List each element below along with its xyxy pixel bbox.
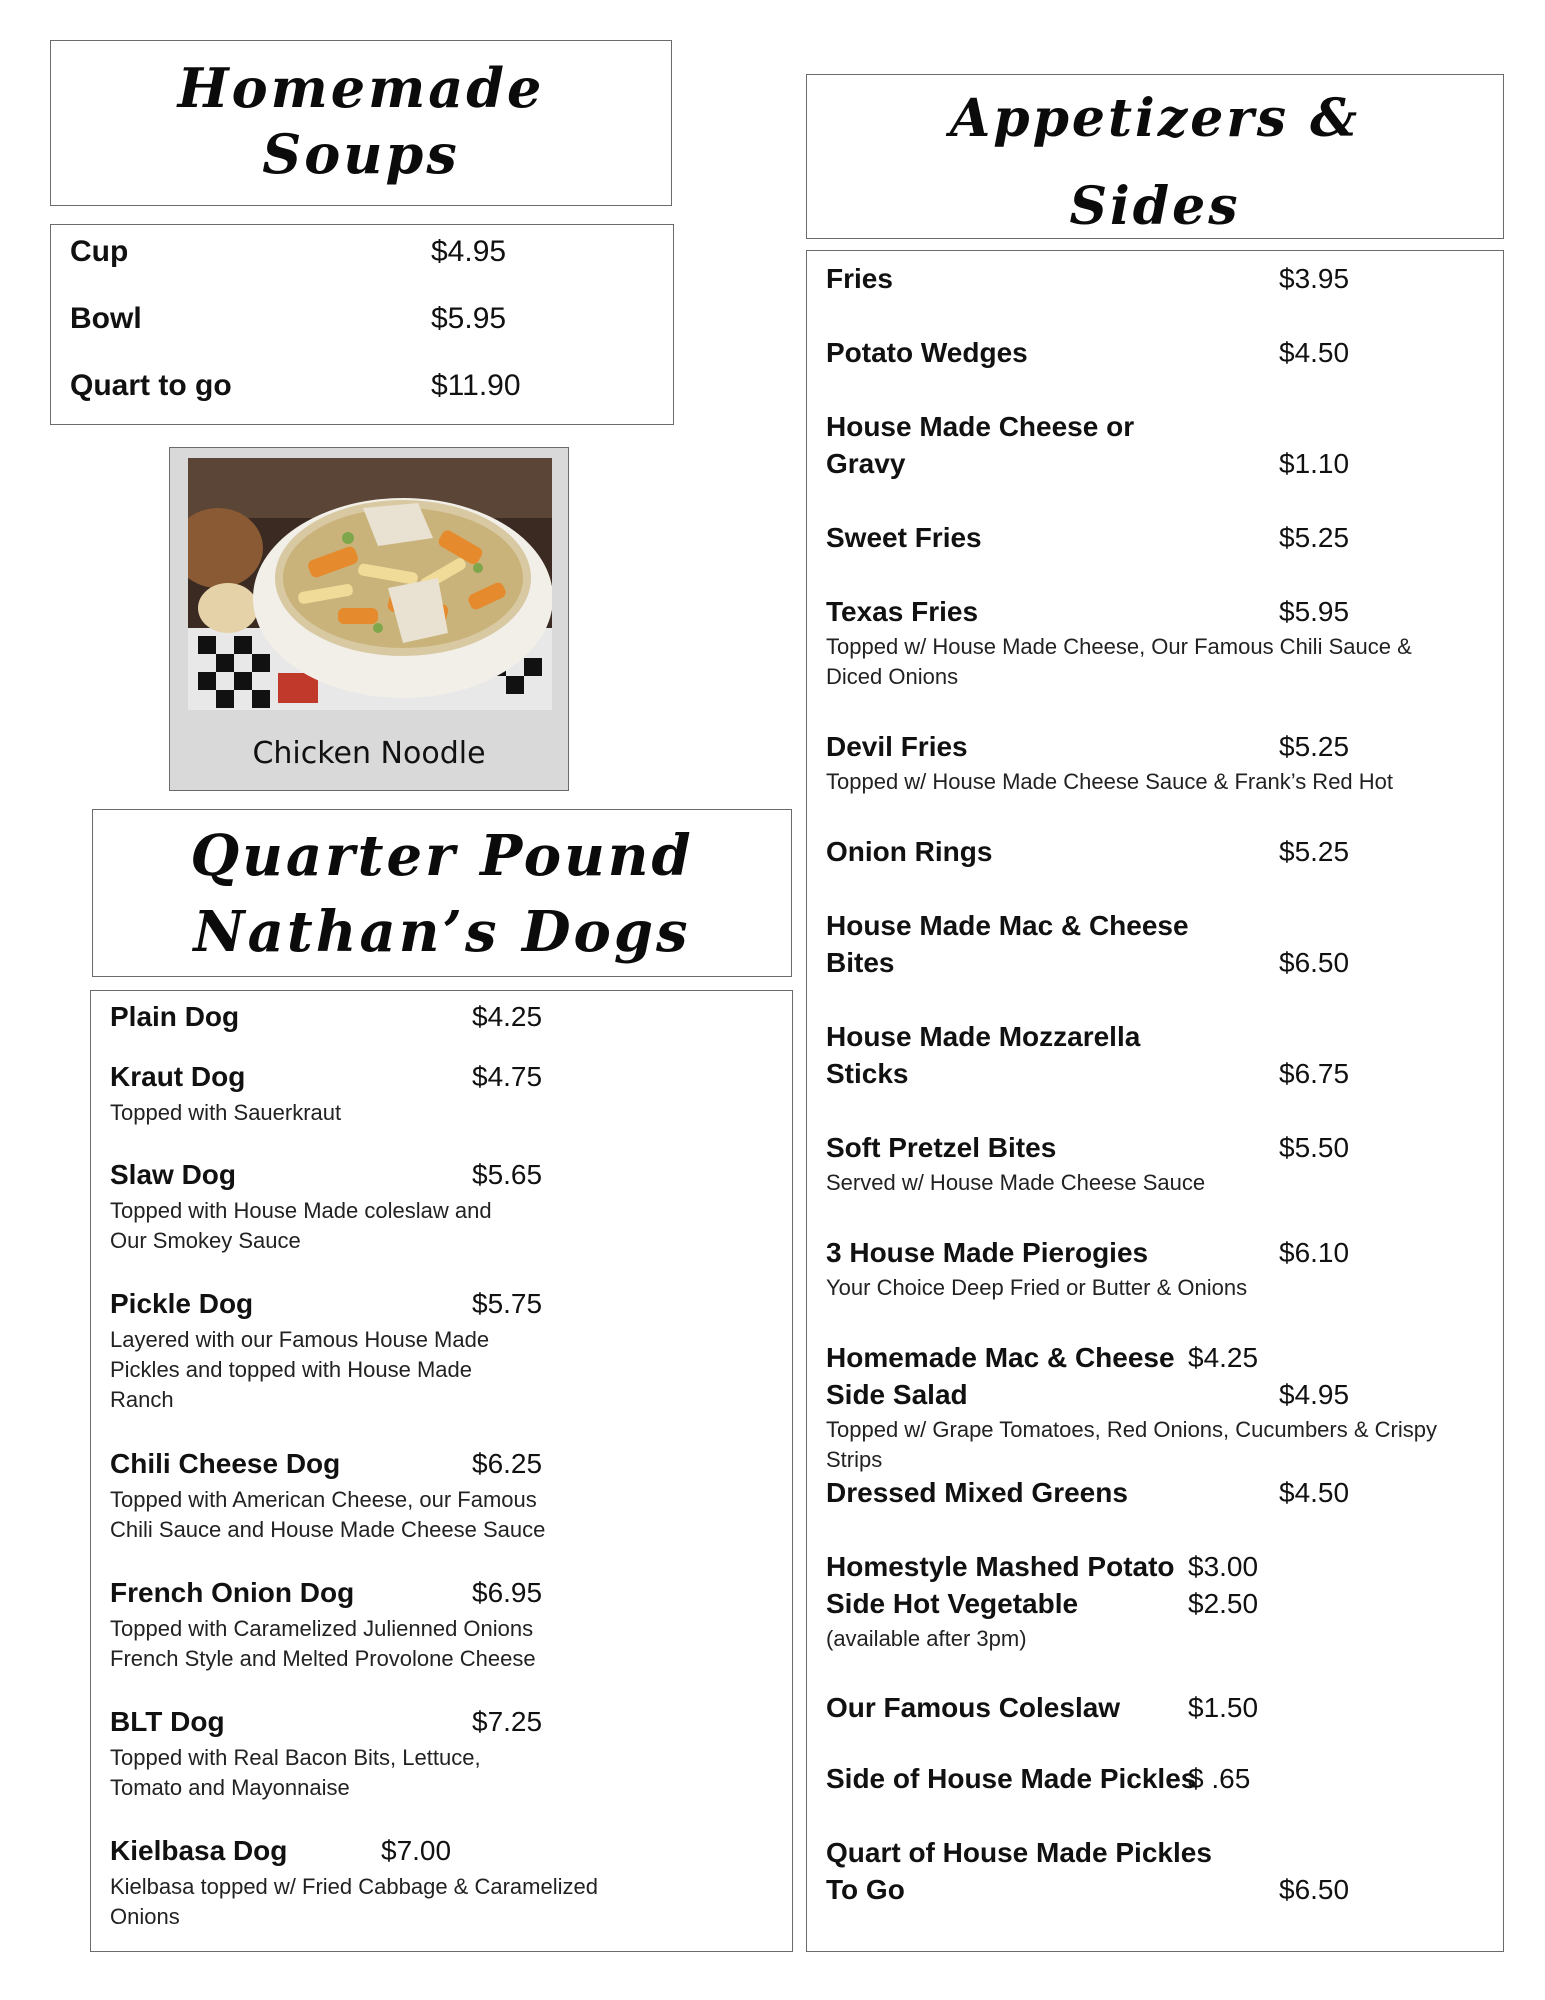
app-item-name: House Made Cheese or <box>826 411 1135 442</box>
app-item-desc: Topped w/ House Made Cheese, Our Famous Chili Sauce & <box>826 634 1412 659</box>
app-item-price: $5.25 <box>1279 731 1350 762</box>
app-item-name: Devil Fries <box>826 731 968 762</box>
app-item-price: $5.50 <box>1279 1132 1350 1163</box>
app-item-desc: Served w/ House Made Cheese Sauce <box>826 1170 1206 1195</box>
app-item-name: Sweet Fries <box>826 522 982 553</box>
app-item-name: Texas Fries <box>826 596 979 627</box>
dog-item-name: French Onion Dog <box>110 1577 355 1608</box>
dog-item-desc: Topped with Caramelized Julienned Onions <box>110 1616 534 1641</box>
soup-bowl-name: Bowl <box>70 302 142 335</box>
apps-title-line1: Appetizers & <box>949 88 1361 149</box>
dogs-menu-box <box>90 990 793 1952</box>
dog-item-price: $6.95 <box>472 1577 543 1608</box>
dog-item-price: $6.25 <box>472 1448 543 1479</box>
app-item-name: Our Famous Coleslaw <box>826 1692 1121 1723</box>
app-item-name: Potato Wedges <box>826 337 1028 368</box>
app-item-price: $5.95 <box>1279 596 1350 627</box>
soup-photo-caption: Chicken Noodle <box>252 736 486 771</box>
app-item-name: Fries <box>826 263 893 294</box>
soups-title-box <box>50 40 672 206</box>
dog-item-desc: Ranch <box>110 1387 174 1412</box>
soups-title-line1: Homemade <box>177 56 545 120</box>
soups-title-line2: Soups <box>262 122 460 186</box>
app-item-name: Onion Rings <box>826 836 993 867</box>
dog-item-name: Slaw Dog <box>110 1159 237 1190</box>
soup-cup-name: Cup <box>70 235 129 268</box>
soups-title <box>51 41 671 187</box>
app-item-price: $5.25 <box>1279 522 1350 553</box>
dog-item-name: Kraut Dog <box>110 1061 246 1092</box>
app-item-name: Gravy <box>826 448 906 479</box>
dog-item-name: BLT Dog <box>110 1706 225 1737</box>
app-item-name: Side Hot Vegetable <box>826 1588 1079 1619</box>
dog-item-name: Plain Dog <box>110 1001 240 1032</box>
apps-menu-box <box>806 250 1504 1952</box>
dogs-title-line2: Nathan’s Dogs <box>193 899 691 965</box>
app-item-price: $5.25 <box>1279 836 1350 867</box>
app-item-name: Dressed Mixed Greens <box>826 1477 1128 1508</box>
apps-title-line2: Sides <box>1069 176 1241 237</box>
app-item-name: House Made Mac & Cheese <box>826 910 1189 941</box>
dog-item-desc: Kielbasa topped w/ Fried Cabbage & Caramelized <box>110 1874 598 1899</box>
apps-title-box <box>806 74 1504 239</box>
app-item-desc: Diced Onions <box>826 664 959 689</box>
dog-item-desc: Topped with House Made coleslaw and <box>110 1198 492 1223</box>
dog-item-name: Chili Cheese Dog <box>110 1448 341 1479</box>
soups-price-box <box>50 224 674 425</box>
dog-item-price: $5.75 <box>472 1288 543 1319</box>
dog-item-desc: Chili Sauce and House Made Cheese Sauce <box>110 1517 546 1542</box>
dog-item-desc: Tomato and Mayonnaise <box>110 1775 350 1800</box>
app-item-price: $6.50 <box>1279 1874 1350 1905</box>
dog-item-price: $4.25 <box>472 1001 543 1032</box>
dog-item-price: $7.25 <box>472 1706 543 1737</box>
app-item-price: $4.50 <box>1279 337 1350 368</box>
app-item-desc: Topped w/ House Made Cheese Sauce & Frank’s Red Hot <box>826 769 1394 794</box>
dog-item-name: Pickle Dog <box>110 1288 254 1319</box>
app-item-name: House Made Mozzarella <box>826 1021 1141 1052</box>
app-item-name: Homestyle Mashed Potato <box>826 1551 1175 1582</box>
app-item-name: Soft Pretzel Bites <box>826 1132 1057 1163</box>
dogs-title-box <box>92 809 792 977</box>
app-item-price: $6.50 <box>1279 947 1350 978</box>
app-item-name: Bites <box>826 947 895 978</box>
app-item-name: Side Salad <box>826 1379 968 1410</box>
dogs-title <box>93 810 791 970</box>
soup-quart-name: Quart to go <box>70 369 232 402</box>
app-item-price: $1.10 <box>1279 448 1350 479</box>
dog-item-price: $4.75 <box>472 1061 543 1092</box>
app-item-price: $4.25 <box>1188 1342 1259 1373</box>
dog-item-desc: Topped with Real Bacon Bits, Lettuce, <box>110 1745 481 1770</box>
apps-title <box>807 75 1503 251</box>
app-item-price: $2.50 <box>1188 1588 1259 1619</box>
app-item-price: $1.50 <box>1188 1692 1259 1723</box>
app-item-desc: Your Choice Deep Fried or Butter & Onions <box>826 1275 1248 1300</box>
app-item-name: Homemade Mac & Cheese <box>826 1342 1175 1373</box>
app-item-desc: (available after 3pm) <box>826 1626 1027 1651</box>
app-item-price: $4.50 <box>1279 1477 1350 1508</box>
dog-item-desc: Layered with our Famous House Made <box>110 1327 490 1352</box>
app-item-name: Side of House Made Pickles <box>826 1763 1197 1794</box>
app-item-price: $6.10 <box>1279 1237 1350 1268</box>
app-item-price: $ .65 <box>1188 1763 1251 1794</box>
app-item-desc: Strips <box>826 1447 883 1472</box>
app-item-desc: Topped w/ Grape Tomatoes, Red Onions, Cucumbers & Crispy <box>826 1417 1437 1442</box>
soup-cup-price: $4.95 <box>431 235 507 268</box>
app-item-price: $3.00 <box>1188 1551 1259 1582</box>
app-item-price: $6.75 <box>1279 1058 1350 1089</box>
app-item-name: 3 House Made Pierogies <box>826 1237 1149 1268</box>
dog-item-desc: Topped with American Cheese, our Famous <box>110 1487 537 1512</box>
dog-item-desc: Topped with Sauerkraut <box>110 1100 342 1125</box>
app-item-name: Quart of House Made Pickles <box>826 1837 1212 1868</box>
dog-item-price: $7.00 <box>381 1835 452 1866</box>
chicken-noodle-soup-photo <box>188 458 552 710</box>
dogs-title-line1: Quarter Pound <box>190 823 694 889</box>
app-item-name: To Go <box>826 1874 905 1905</box>
soup-bowl-price: $5.95 <box>431 302 507 335</box>
dog-item-price: $5.65 <box>472 1159 543 1190</box>
app-item-price: $3.95 <box>1279 263 1350 294</box>
app-item-name: Sticks <box>826 1058 909 1089</box>
soup-photo-frame <box>169 447 569 791</box>
dog-item-desc: Pickles and topped with House Made <box>110 1357 472 1382</box>
dog-item-desc: Onions <box>110 1904 180 1929</box>
app-item-price: $4.95 <box>1279 1379 1350 1410</box>
dog-item-desc: French Style and Melted Provolone Cheese <box>110 1646 536 1671</box>
soup-quart-price: $11.90 <box>431 369 521 402</box>
dog-item-desc: Our Smokey Sauce <box>110 1228 301 1253</box>
dog-item-name: Kielbasa Dog <box>110 1835 288 1866</box>
